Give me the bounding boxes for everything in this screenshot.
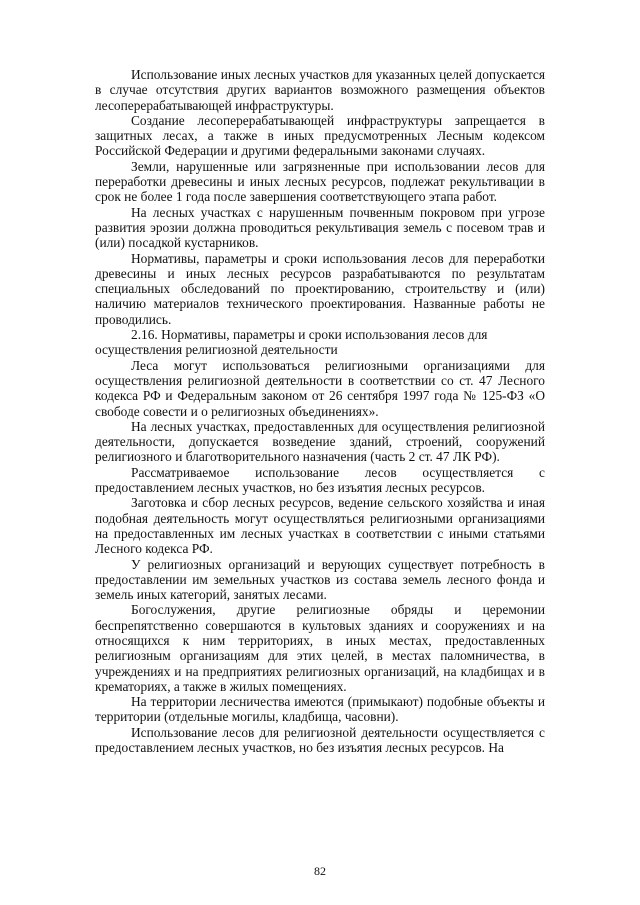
paragraph: Богослужения, другие религиозные обряды и церемонии беспрепятственно совершаются в культовых зданиях и сооружениях и на относящихся к ним территориях, в иных местах, предоставленных религиозным организациям для этих целей, в местах паломничества, в учреждениях и на предприятиях религиозных организаций, на кладбищах и в крематориях, а также в жилых помещениях. <box>95 602 545 694</box>
paragraph: Создание лесоперерабатывающей инфраструктуры запрещается в защитных лесах, а также в иных предусмотренных Лесным кодексом Российской Федерации и другими федеральными законами случаях. <box>95 112 545 159</box>
paragraph: Рассматриваемое использование лесов осуществляется с предоставлением лесных участков, но без изъятия лесных ресурсов. <box>95 464 545 496</box>
paragraph: Нормативы, параметры и сроки использования лесов для переработки древесины и иных лесных ресурсов разрабатываются по результатам специальных обследований по проектированию, строительству и (или) наличию материалов технического проектирования. Названные работы не проводились. <box>95 250 545 327</box>
paragraph: Использование лесов для религиозной деятельности осуществляется с предоставлением лесных участков, но без изъятия лесных ресурсов. На <box>95 724 545 756</box>
paragraph: Леса могут использоваться религиозными организациями для осуществления религиозной деятельности в соответствии со ст. 47 Лесного кодекса РФ и Федеральным законом от 26 сентября 1997 года № 125-ФЗ «О свободе совести и о религиозных объединениях». <box>95 357 545 419</box>
paragraph: Земли, нарушенные или загрязненные при использовании лесов для переработки древесины и иных лесных ресурсов, подлежат рекультивации в срок не более 1 года после завершения соответствующего этапа работ. <box>95 158 545 205</box>
section-heading: 2.16. Нормативы, параметры и сроки использования лесов для осуществления религиозной деятельности <box>95 327 488 358</box>
paragraph: Использование иных лесных участков для указанных целей допускается в случае отсутствия других вариантов возможного размещения объектов лесоперерабатывающей инфраструктуры. <box>95 67 545 113</box>
paragraph: У религиозных организаций и верующих существует потребность в предоставлении им земельных участков из состава земель лесного фонда и земель иных категорий, занятых лесами. <box>95 556 545 603</box>
paragraph: На лесных участках с нарушенным почвенным покровом при угрозе развития эрозии должна проводиться рекультивация земель с посевом трав и (или) посадкой кустарников. <box>95 204 545 251</box>
paragraph: На лесных участках, предоставленных для осуществления религиозной деятельности, допускается возведение зданий, строений, сооружений религиозного и благотворительного назначения (часть 2 ст. 47 ЛК РФ). <box>95 418 545 465</box>
paragraph: Заготовка и сбор лесных ресурсов, ведение сельского хозяйства и иная подобная деятельность могут осуществляться религиозными организациями на предоставленных им лесных участках в соответствии с иными статьями Лесного кодекса РФ. <box>95 495 545 557</box>
body-text <box>95 67 545 755</box>
page-number: 82 <box>314 864 326 878</box>
paragraph: На территории лесничества имеются (примыкают) подобные объекты и территории (отдельные могилы, кладбища, часовни). <box>95 694 545 725</box>
